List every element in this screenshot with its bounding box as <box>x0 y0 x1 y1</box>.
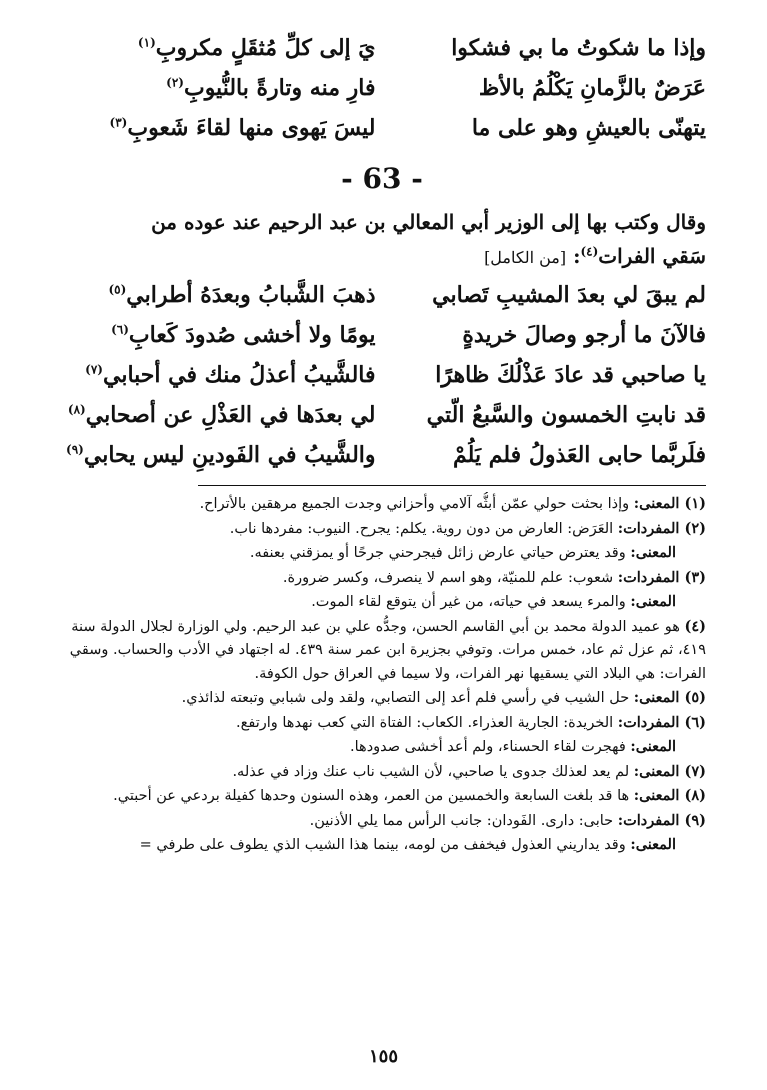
verse-first-hemistich: عَرَضٌ بالزَّمانِ يَكْلُمُ بالأظ <box>478 75 706 101</box>
page-number: ١٥٥ <box>368 1046 398 1067</box>
verse-first-hemistich: يتهنّى بالعيشِ وهو على ما <box>471 115 706 141</box>
verse-first-hemistich: لم يبقَ لي بعدَ المشيبِ تَصابي <box>432 282 706 308</box>
footnote-text: والمرء يسعد في حياته، من غير أن يتوقع لقاء الموت. <box>311 594 626 610</box>
verse-second-hemistich <box>58 275 376 315</box>
verse-text: يومًا ولا أخشى صُدودَ كَعابِ <box>128 322 376 348</box>
verse-first-hemistich: فلَربَّما حابى العَذولُ فلم يَلُمْ <box>453 442 706 468</box>
footnote-label: المعنى: <box>630 738 676 755</box>
footnote-label: (٨) المعنى: <box>633 787 706 804</box>
verse-first-hemistich: فالآنَ ما أرجو وصالَ خريدةٍ <box>462 322 706 348</box>
footnote-ref: (١) <box>137 35 156 50</box>
footnote-ref: (٢) <box>166 75 184 90</box>
verse-line <box>58 355 706 395</box>
intro-line-1: وقال وكتب بها إلى الوزير أبي المعالي بن عبد الرحيم عند عوده من <box>151 210 706 234</box>
verse-line <box>58 315 706 355</box>
footnote-text: هو عميد الدولة محمد بن أبي القاسم الحسن، وجدُّه علي بن عبد الرحيم. ولي الوزارة لجلال الدولة سنة ٤١٩، ثم عزل ثم عاد، خمس مرات. وتوفي بجزيرة ابن عمر سنة ٤٣٩. له اجتهاد في الأدب والحساب. وسقي الفرات: هي البلاد التي يسقيها نهر الفرات، ولا سيما في العراق حول الكوفة. <box>69 618 706 682</box>
footnote-label: المعنى: <box>630 593 676 610</box>
footnote-label: (٧) المعنى: <box>633 762 706 780</box>
footnote-text: وقد يعترض حياتي عارض زائل فيجرحني جرحًا أو يمزقني بعنفه. <box>249 545 626 561</box>
page <box>58 28 706 858</box>
verses-main <box>58 275 706 475</box>
verse-line <box>58 435 706 475</box>
verse-first-hemistich: وإذا ما شكوتُ ما بي فشكوا <box>451 35 706 61</box>
verse-first-hemistich: يا صاحبي قد عادَ عَذْلُكَ ظاهرًا <box>435 362 706 388</box>
footnote-text: وقد يداريني العذول فيخفف من لومه، بينما هذا الشيب الذي يطوف على طرفي = <box>139 837 626 853</box>
verse-second-hemistich <box>58 68 376 108</box>
footnote <box>58 615 706 687</box>
footnote-label: (٦) المفردات: <box>617 713 706 731</box>
footnote-text: شعوب: علم للمنيّة، وهو اسم لا ينصرف، وكسر ضرورة. <box>282 569 614 586</box>
verse-line <box>58 68 706 108</box>
footnote <box>58 760 706 785</box>
footnote <box>58 492 706 517</box>
verse-second-hemistich <box>58 435 376 475</box>
verse-line <box>58 108 706 148</box>
poem-number: - 63 - <box>341 162 423 195</box>
verse-text: يَ إلى كلِّ مُثقَلٍ مكروبِ <box>155 35 376 61</box>
footnote <box>58 833 706 858</box>
footnote <box>58 566 706 591</box>
footnote <box>58 809 706 834</box>
footnote-text: العَرَض: العارض من دون روية. يكلم: يجرح. النيوب: مفردها ناب. <box>229 520 614 537</box>
footnote-text: لم يعد لعذلك جدوى يا صاحبي، لأن الشيب ناب عنك وزاد في عذله. <box>232 763 630 780</box>
footnote-ref: (٩) <box>66 442 84 457</box>
footnote-label: (١) المعنى: <box>633 495 706 512</box>
footnote <box>58 686 706 711</box>
poem-intro <box>58 205 706 275</box>
footnote-ref: (٨) <box>67 402 86 417</box>
footnote-label: (٤) <box>684 617 706 635</box>
verse-line <box>58 28 706 68</box>
footnote-text: فهجرت لقاء الحسناء، ولم أعد أخشى صدودها. <box>350 739 626 755</box>
footnote-divider <box>198 485 706 486</box>
footnotes <box>58 492 706 858</box>
verse-text: فالشَّيبُ أعذلُ منك في أحبابي <box>102 362 376 388</box>
footnote-ref: (٧) <box>85 362 103 377</box>
footnote-label: المعنى: <box>630 836 676 853</box>
verse-second-hemistich <box>58 395 376 435</box>
footnote <box>58 517 706 542</box>
footnote <box>58 735 706 760</box>
footnote-ref: (٦) <box>111 322 129 337</box>
intro-separator: : <box>573 244 581 268</box>
verse-text: ذهبَ الشَّبابُ وبعدَهُ أطرابي <box>126 282 376 308</box>
verse-text: لي بعدَها في العَذْلِ عن أصحابي <box>85 402 376 428</box>
footnote-ref: (٣) <box>109 115 128 130</box>
footnote-text: ها قد بلغت السابعة والخمسين من العمر، وهذه السنون وحدها كفيلة بردعي عن أحبتي. <box>113 788 630 804</box>
verse-second-hemistich <box>58 108 376 148</box>
footnote-label: المعنى: <box>630 544 676 561</box>
footnote-ref: (٤) <box>580 244 599 259</box>
footnote-label: (٢) المفردات: <box>617 519 706 537</box>
verse-line <box>58 395 706 435</box>
footnote <box>58 590 706 615</box>
verse-text: ليسَ يَهوى منها لقاءَ شَعوبِ <box>127 115 376 141</box>
intro-text: سَقي الفرات <box>598 244 706 268</box>
verse-text: فارِ منه وتارةً بالنُّيوبِ <box>183 75 376 101</box>
footnote <box>58 784 706 809</box>
meter-label: [من الكامل] <box>484 248 567 267</box>
footnote-label: (٩) المفردات: <box>617 811 706 829</box>
verse-line <box>58 275 706 315</box>
verse-second-hemistich <box>58 28 376 68</box>
verse-text: والشَّيبُ في الفَودينِ ليس يحابي <box>83 442 376 468</box>
footnote <box>58 711 706 736</box>
footnote-text: وإذا بحثت حولي عمّن أبثُّه آلامي وأحزاني وجدت الجميع مرهقين بالأتراح. <box>199 496 630 512</box>
footnote-text: الخريدة: الجارية العذراء. الكعاب: الفتاة التي كعب نهدها وارتفع. <box>236 714 614 731</box>
footnote <box>58 541 706 566</box>
verse-second-hemistich <box>58 355 376 395</box>
verse-second-hemistich <box>58 315 376 355</box>
verses-top <box>58 28 706 148</box>
footnote-text: حابى: دارى. الفَودان: جانب الرأس مما يلي الأذنين. <box>309 812 614 829</box>
footnote-label: (٥) المعنى: <box>633 689 706 706</box>
footnote-label: (٣) المفردات: <box>617 568 706 586</box>
footnote-text: حل الشيب في رأسي فلم أعد إلى التصابي، ولقد ولى شبابي وتبعته لذائذي. <box>181 690 630 706</box>
footnote-ref: (٥) <box>108 282 127 297</box>
intro-line-2 <box>58 239 706 275</box>
verse-first-hemistich: قد نابتِ الخمسون والسَّبعُ الّتي <box>426 402 706 428</box>
